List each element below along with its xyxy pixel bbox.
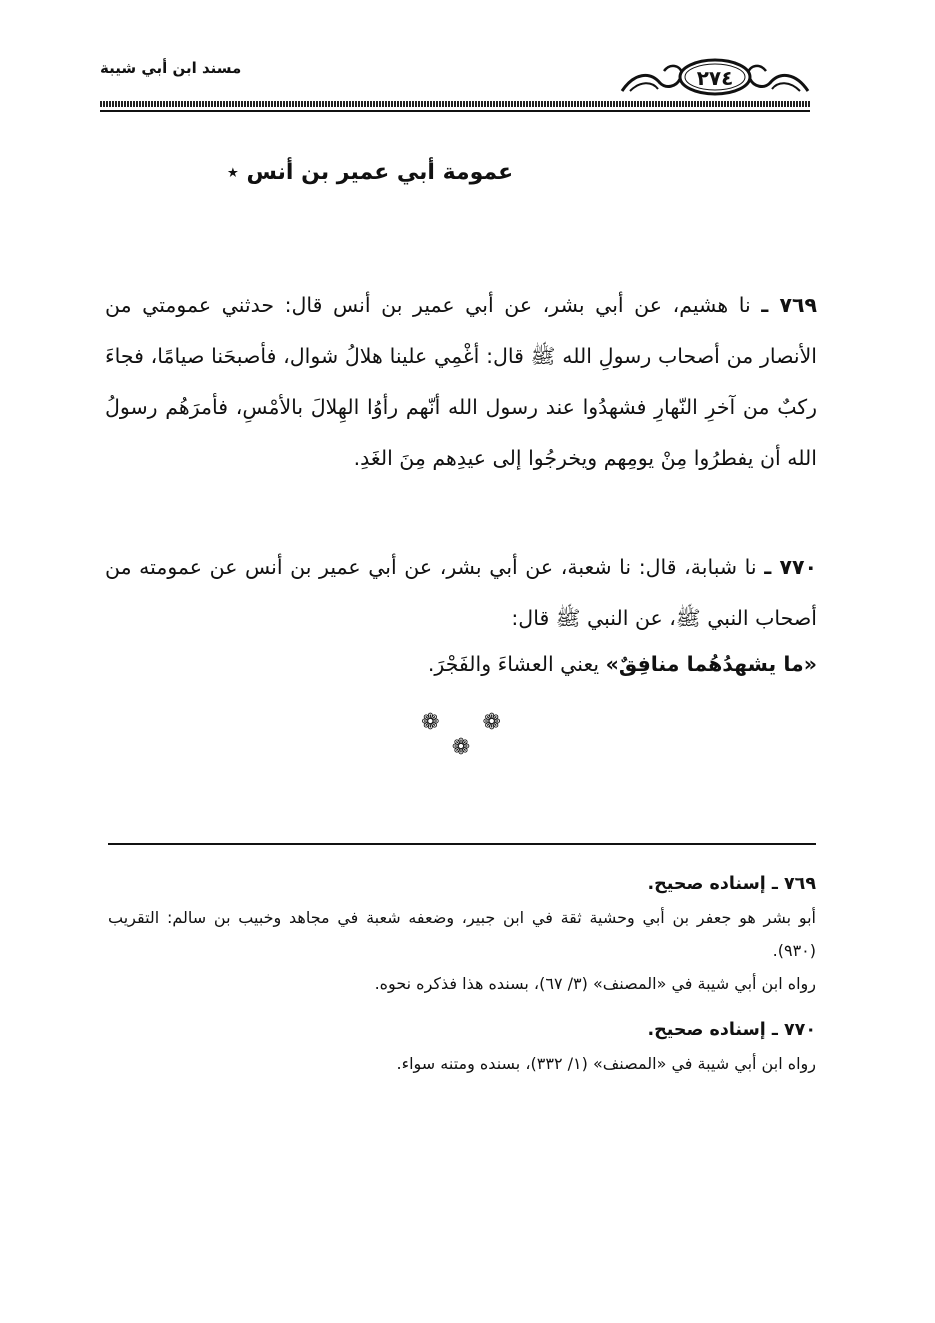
header-rule-hatched bbox=[100, 101, 810, 107]
footnote-title: ٧٦٩ ـ إسناده صحيح. bbox=[647, 874, 816, 894]
section-separator-icon: ❁ ❁ ❁ bbox=[421, 710, 519, 760]
hadith-number: ٧٧٠ ـ bbox=[764, 555, 817, 579]
footnote-line: رواه ابن أبي شيبة في «المصنف» (١/ ٣٣٢)، بسنده ومتنه سواء. bbox=[396, 1054, 816, 1073]
running-header bbox=[100, 55, 810, 115]
hadith-769 bbox=[105, 280, 817, 484]
quote-bold-text: «ما يشهدُهُما منافِقٌ» bbox=[605, 652, 817, 676]
book-title: مسند ابن أبي شيبة bbox=[100, 59, 242, 77]
quote-rest-text: يعني العشاءَ والفَجْرَ. bbox=[427, 652, 600, 676]
footnote-770 bbox=[108, 1014, 816, 1080]
hadith-text: نا هشيم، عن أبي بشر، عن أبي عمير بن أنس قال: حدثني عمومتي من الأنصار من أصحاب رسولِ الله ﷺ قال: أغْمِي علينا هلالُ شوال، فأصبحَنا صيامًا، فجاءَ ركبٌ من آخرِ النّهارِ فشهدُوا عند رسول الله أنّهم رأوُا الهِلالَ بالأمْسِ، فأمرَهُم رسولُ الله أن يفطرُوا مِنْ يومِهم ويخرجُوا إلى عيدِهم مِنَ الغَدِ. bbox=[105, 293, 817, 470]
footnote-769 bbox=[108, 868, 816, 1000]
hadith-number: ٧٦٩ ـ bbox=[761, 293, 817, 317]
chapter-heading: عمومة أبي عمير بن أنس ٭ bbox=[226, 160, 514, 185]
hadith-text: نا شبابة، قال: نا شعبة، عن أبي بشر، عن أبي عمير بن أنس عن عمومته من أصحاب النبي ﷺ، عن النبي ﷺ قال: bbox=[105, 555, 817, 630]
header-rule bbox=[100, 110, 810, 112]
footnote-rule bbox=[108, 843, 816, 845]
hadith-paragraph bbox=[105, 280, 817, 484]
hadith-quote bbox=[428, 652, 817, 676]
footnotes bbox=[108, 868, 816, 1080]
footnote-title: ٧٧٠ ـ إسناده صحيح. bbox=[647, 1020, 816, 1040]
page-number-ornament bbox=[620, 55, 810, 101]
footnote-line: أبو بشر هو جعفر بن أبي وحشية ثقة في ابن جبير، وضعفه شعبة في مجاهد وخبيب بن سالم: التقريب (٩٣٠). bbox=[108, 908, 816, 960]
page-number: ٢٧٤ bbox=[696, 66, 734, 90]
hadith-770 bbox=[105, 542, 817, 644]
footnote-line: رواه ابن أبي شيبة في «المصنف» (٣/ ٦٧)، بسنده هذا فذكره نحوه. bbox=[374, 974, 816, 993]
hadith-paragraph bbox=[105, 542, 817, 644]
